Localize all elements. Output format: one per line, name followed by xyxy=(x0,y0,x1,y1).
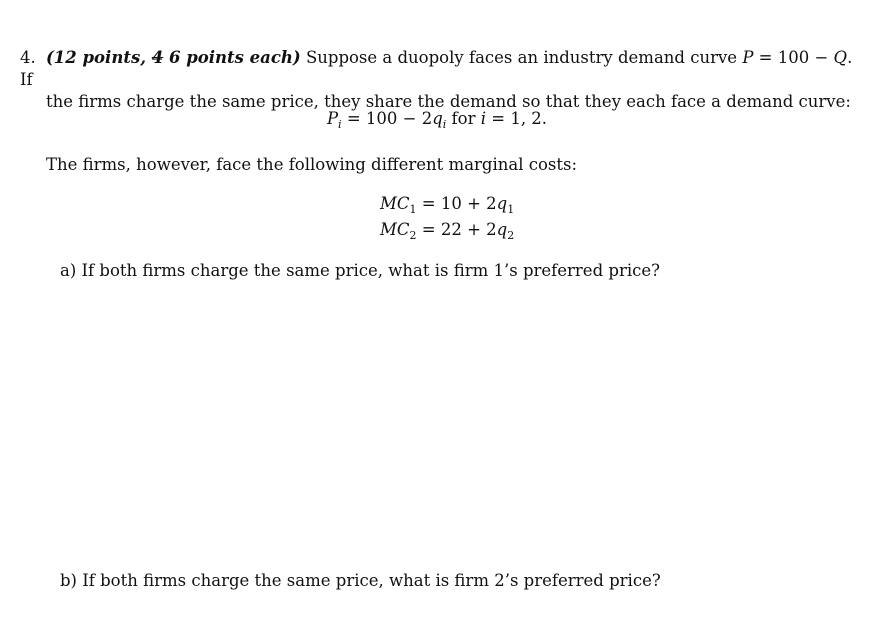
mc1-rhs: = 10 + 2 xyxy=(416,194,497,213)
mc2-sub: 2 xyxy=(409,229,417,242)
question-b: b) If both firms charge the same price, what is firm 2’s preferred price? xyxy=(60,571,661,590)
mc2-q-sub: 2 xyxy=(507,229,515,242)
mc1-q: q xyxy=(496,194,508,213)
question-a: a) If both firms charge the same price, what is firm 1’s preferred price? xyxy=(60,261,660,280)
problem-number: 4. xyxy=(20,48,36,67)
points-label xyxy=(46,48,301,67)
mc1-q-sub: 1 xyxy=(507,203,515,216)
firm-demand-range: = 1, 2. xyxy=(486,109,548,128)
problem-statement xyxy=(20,47,856,113)
intro-text-b: . If xyxy=(20,48,853,89)
firm-demand-lhs-sub: i xyxy=(338,118,342,131)
points-close: 6 points each) xyxy=(163,48,301,67)
firm-demand-lhs: P xyxy=(326,109,339,128)
cost-intro: The firms, however, face the following different marginal costs: xyxy=(46,155,578,174)
problem-line-1 xyxy=(20,47,856,91)
firm-demand-mid: = 100 − 2 xyxy=(341,109,433,128)
firm-demand-i: i xyxy=(480,109,486,128)
demand-rhs: = 100 − xyxy=(753,48,834,67)
demand-lhs: P xyxy=(742,48,754,67)
problem-line-2: the firms charge the same price, they share the demand so that they each face a demand curve: xyxy=(46,92,851,111)
marginal-cost-equations xyxy=(380,191,514,243)
points-open: (12 points, xyxy=(46,48,152,67)
firm-demand-equation xyxy=(0,109,874,131)
mc2-equation xyxy=(380,217,514,243)
firm-demand-q-sub: i xyxy=(442,118,447,131)
mc1-sub: 1 xyxy=(409,203,417,216)
points-struck: 4 xyxy=(151,48,164,67)
firm-demand-q: q xyxy=(432,109,443,128)
intro-text-a: Suppose a duopoly faces an industry demand curve xyxy=(300,48,743,67)
mc2-label: MC xyxy=(380,220,410,239)
mc2-rhs: = 22 + 2 xyxy=(416,220,497,239)
firm-demand-for: for xyxy=(446,109,481,128)
mc1-equation xyxy=(380,191,514,217)
mc2-q: q xyxy=(496,220,508,239)
demand-q: Q xyxy=(833,48,848,67)
mc1-label: MC xyxy=(380,194,410,213)
